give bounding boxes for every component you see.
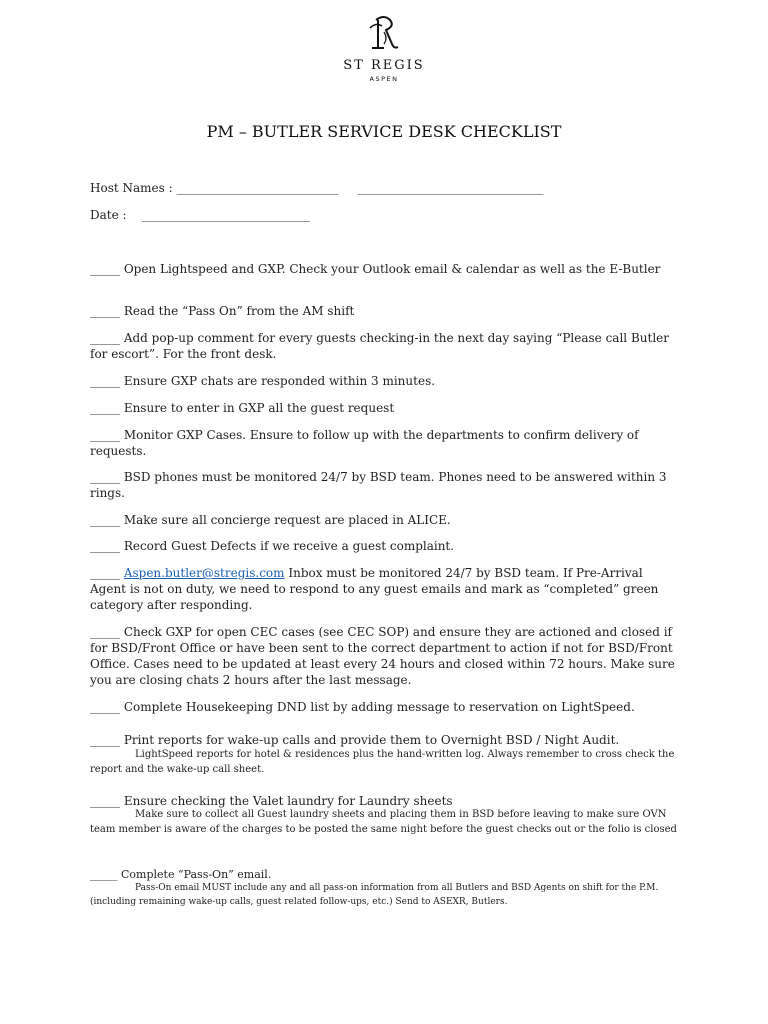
checklist-item-pass-on: _____ Read the “Pass On” from the AM shift <box>90 304 355 318</box>
email-link[interactable]: Aspen.butler@stregis.com <box>123 566 285 580</box>
checklist-item-dnd-list: _____ Complete Housekeeping DND list by adding message to reservation on LightSpeed. <box>90 700 635 714</box>
st-regis-logo <box>0 14 768 83</box>
st-regis-monogram-icon <box>362 14 406 54</box>
checklist-item-wakeup-reports: _____ Print reports for wake-up calls and provide them to Overnight BSD / Night Audit. <box>90 733 620 747</box>
checklist-item-open-lightspeed: _____ Open Lightspeed and GXP. Check your Outlook email & calendar as well as the E-Butler <box>90 262 661 276</box>
wakeup-reports-detail: LightSpeed reports for hotel & residences plus the hand-written log. Always remember to cross check the report and the wake-up call sheet. <box>90 749 675 775</box>
brand-location: ASPEN <box>369 75 399 83</box>
checklist-item-valet-laundry: _____ Ensure checking the Valet laundry for Laundry sheets <box>90 794 453 808</box>
host-names-field: Host Names : ___________________________ _______________________________ <box>90 181 544 195</box>
checklist-item-cec-cases: _____ Check GXP for open CEC cases (see CEC SOP) and ensure they are actioned and closed if for BSD/Front Office or have been sent to the correct department to action if not for BSD/Front Office. Cases need to be updated at least every 24 hours and closed within 72 hours. Make sure you are closing chats 2 hours after the last message. <box>90 625 675 687</box>
checklist-item-gxp-requests: _____ Ensure to enter in GXP all the guest request <box>90 401 395 415</box>
checklist-item-bsd-phones: _____ BSD phones must be monitored 24/7 by BSD team. Phones need to be answered within 3 rings. <box>90 470 667 500</box>
valet-laundry-detail: Make sure to collect all Guest laundry sheets and placing them in BSD before leaving to make sure OVN team member is aware of the charges to be posted the same night before the guest checks out or the folio is closed <box>90 809 677 835</box>
date-field: Date : ____________________________ <box>90 208 310 222</box>
checklist-item-inbox <box>90 565 680 613</box>
checklist-item-popup-comment: _____ Add pop-up comment for every guests checking-in the next day saying “Please call Butler for escort”. For the front desk. <box>90 331 669 361</box>
blank-line: _____ <box>90 566 124 580</box>
checklist-item-gxp-chats: _____ Ensure GXP chats are responded within 3 minutes. <box>90 374 436 388</box>
page-title: PM – BUTLER SERVICE DESK CHECKLIST <box>206 122 562 141</box>
checklist-item-pass-on-email: _____ Complete “Pass-On” email. <box>90 868 272 881</box>
checklist-item-guest-defects: _____ Record Guest Defects if we receive a guest complaint. <box>90 539 455 553</box>
inbox-text: Inbox must be monitored 24/7 by BSD team. If Pre-Arrival Agent is not on duty, we need to respond to any guest emails and mark as “completed” green category after responding. <box>90 566 659 612</box>
brand-name: ST REGIS <box>343 58 425 73</box>
checklist-item-gxp-cases: _____ Monitor GXP Cases. Ensure to follow up with the departments to confirm delivery of requests. <box>90 428 639 458</box>
checklist-item-alice: _____ Make sure all concierge request are placed in ALICE. <box>90 513 451 527</box>
pass-on-email-detail: Pass-On email MUST include any and all pass-on information from all Butlers and BSD Agents on shift for the P.M. (including remaining wake-up calls, guest related follow-ups, etc.) Send to ASEXR, Butlers. <box>90 883 659 907</box>
